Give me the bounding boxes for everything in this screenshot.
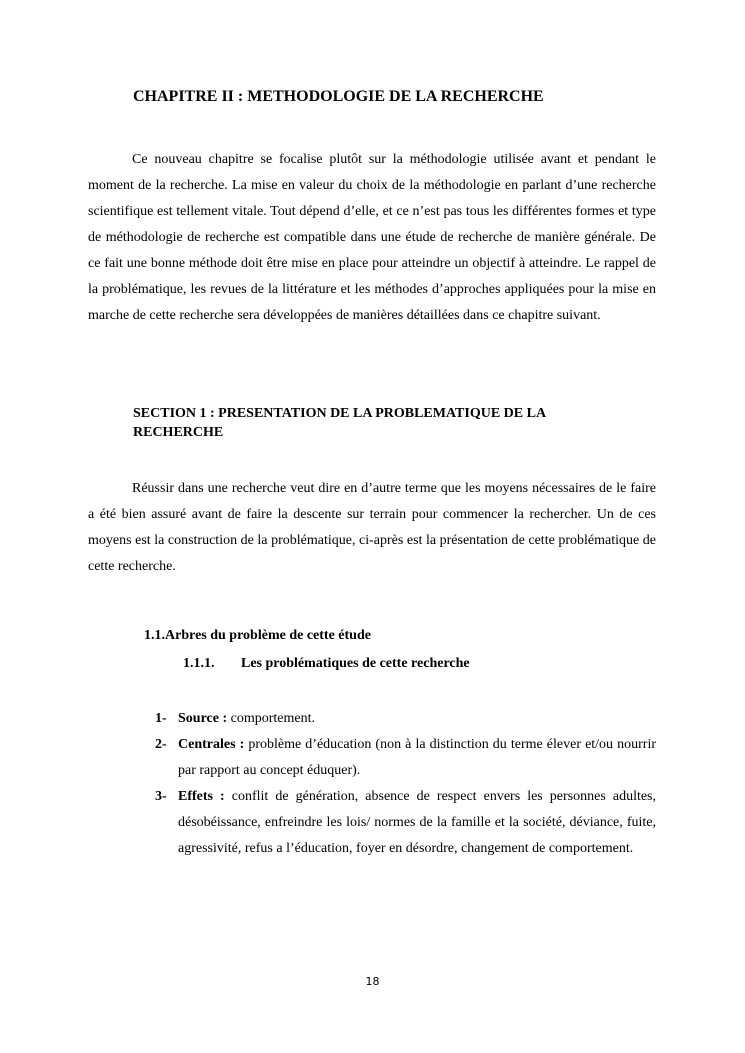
chapter-intro-paragraph: Ce nouveau chapitre se focalise plutôt sur la méthodologie utilisée avant et pendant le moment de la recherche. La mise en valeur du choix de la méthodologie en parlant d’une recherche scientifique est tellement vitale. Tout dépend d’elle, et ce n’est pas tous les différentes formes et type de méthodologie de recherche est compatible dans une étude de recherche de manière générale. De ce fait une bonne méthode doit être mise en place pour atteindre un objectif à atteindre. Le rappel de la problématique, les revues de la littérature et les méthodes d’approches appliquées pour la mise en marche de cette recherche sera développées de manières détaillées dans ce chapitre suivant. [88, 152, 656, 323]
sub-subsection-heading [183, 656, 470, 672]
list-item [155, 706, 656, 732]
sub-subsection-number: 1.1.1. [183, 656, 215, 671]
section-title: SECTION 1 : PRESENTATION DE LA PROBLEMATIQUE DE LA RECHERCHE [133, 406, 546, 440]
list-item-marker: 2- [155, 737, 167, 752]
sub-subsection-title: Les problématiques de cette recherche [241, 656, 470, 671]
section-paragraph: Réussir dans une recherche veut dire en d’autre terme que les moyens nécessaires de le faire a été bien assuré avant de faire la descente sur terrain pour commencer la rechercher. Un de ces moyens est la construction de la problématique, ci-après est la présentation de cette problématique de cette recherche. [88, 481, 656, 574]
list-item [155, 784, 656, 862]
subsection-title: 1.1.Arbres du problème de cette étude [144, 628, 371, 643]
list-item-term: Source : [178, 711, 228, 726]
chapter-title: CHAPITRE II : METHODOLOGIE DE LA RECHERCHE [133, 88, 544, 105]
page-number: 18 [365, 975, 380, 988]
list-item-term: Centrales : [178, 737, 245, 752]
list-item [155, 732, 656, 784]
list-item-term: Effets : [178, 789, 225, 804]
list-item-marker: 1- [155, 711, 167, 726]
list-item-text: problème d’éducation (non à la distinction du terme élever et/ou nourrir par rapport au concept éduquer). [178, 737, 656, 778]
list-item-text: comportement. [227, 711, 315, 726]
problem-list [155, 706, 656, 862]
list-item-text: conflit de génération, absence de respect envers les personnes adultes, désobéissance, enfreindre les lois/ normes de la famille et la société, déviance, fuite, agressivité, refus a l’éducation, foyer en désordre, changement de comportement. [178, 789, 657, 856]
list-item-marker: 3- [155, 789, 167, 804]
